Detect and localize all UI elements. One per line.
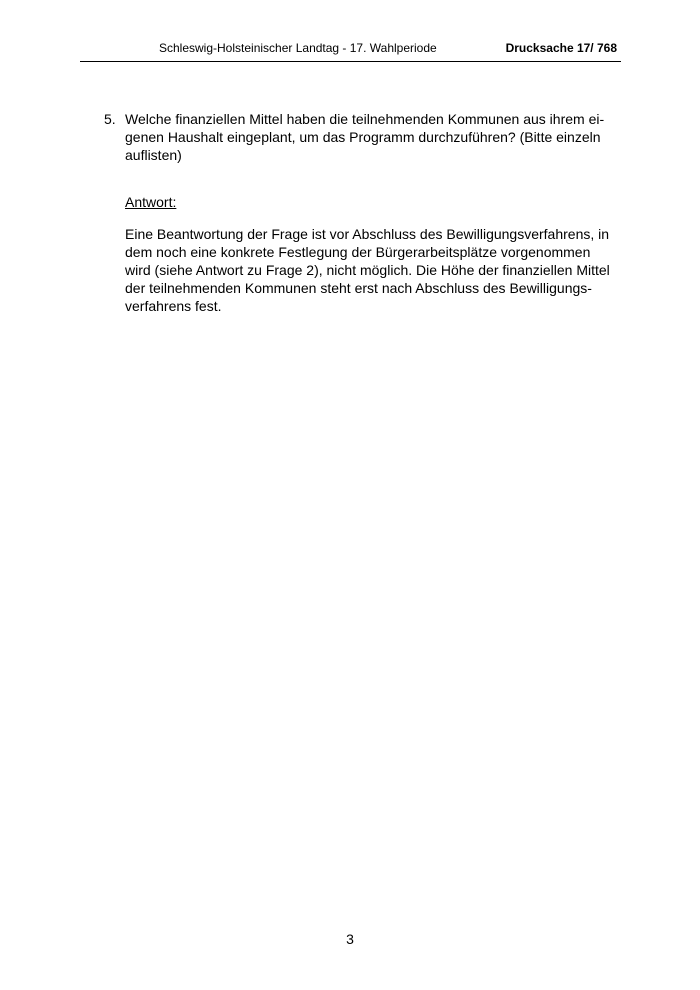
- question-line: genen Haushalt eingeplant, um das Programm durchzuführen? (Bitte einzeln: [125, 129, 601, 145]
- header-title: Schleswig-Holsteinischer Landtag - 17. Wahlperiode: [159, 41, 437, 55]
- question-line: auflisten): [125, 147, 182, 163]
- answer-line: Eine Beantwortung der Frage ist vor Abschluss des Bewilligungsverfahrens, in: [125, 226, 610, 242]
- answer-label: Antwort:: [125, 194, 177, 210]
- answer-line: dem noch eine konkrete Festlegung der Bürgerarbeitsplätze vorgenommen: [125, 244, 591, 260]
- answer-text: [125, 225, 620, 315]
- question-block: [104, 110, 619, 164]
- page-number: 3: [346, 931, 354, 947]
- question-line: Welche finanziellen Mittel haben die teilnehmenden Kommunen aus ihrem ei-: [125, 111, 605, 127]
- document-number: Drucksache 17/ 768: [505, 41, 617, 55]
- answer-line: verfahrens fest.: [125, 298, 222, 314]
- question-number: 5.: [104, 111, 116, 127]
- question-text: [125, 110, 619, 164]
- answer-line: der teilnehmenden Kommunen steht erst nach Abschluss des Bewilligungs-: [125, 280, 592, 296]
- page-header: [80, 40, 621, 62]
- answer-line: wird (siehe Antwort zu Frage 2), nicht möglich. Die Höhe der finanziellen Mittel: [125, 262, 610, 278]
